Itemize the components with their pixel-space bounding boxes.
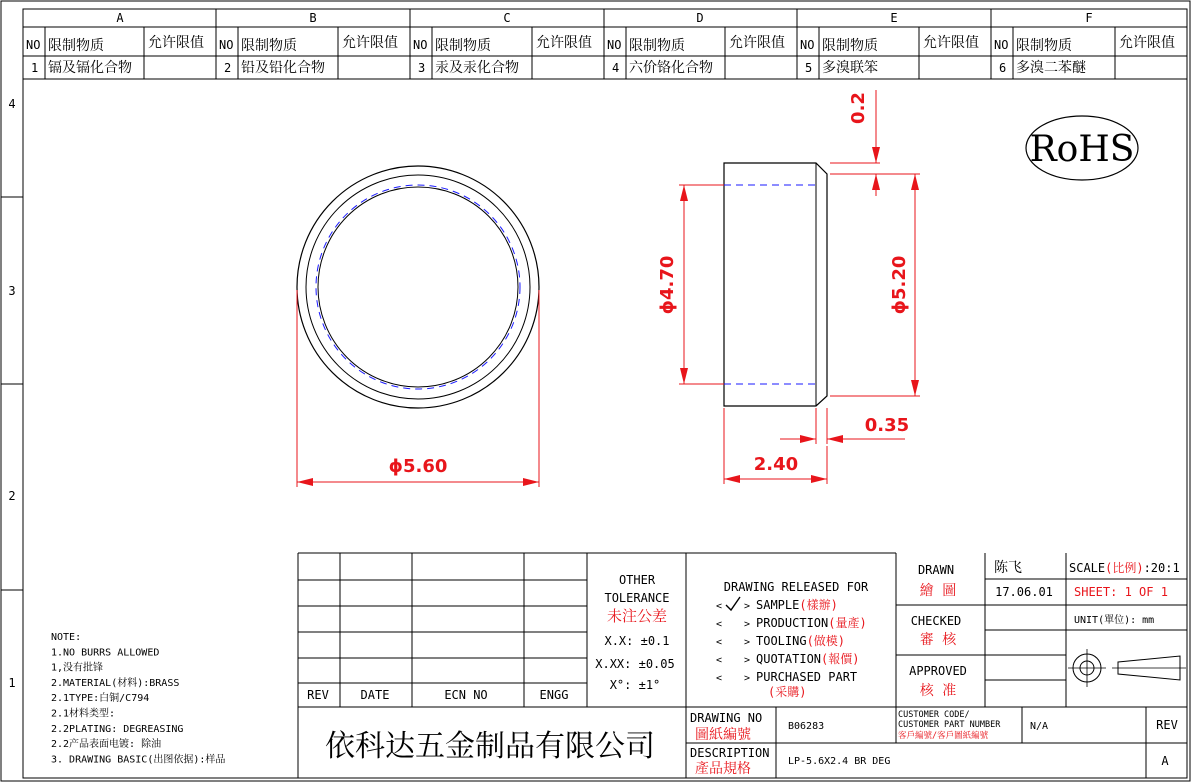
col-limit-header: 允许限值 <box>1119 35 1175 51</box>
zone-row-4: 4 <box>8 97 16 111</box>
checked-label-cn: 審 核 <box>919 632 957 648</box>
release-bracket: < <box>716 601 723 612</box>
col-no-header: NO <box>219 38 234 52</box>
substance-name: 镉及镉化合物 <box>48 60 132 76</box>
bore-circle <box>318 187 518 387</box>
ecn-col-label: ECN NO <box>444 688 488 702</box>
release-option: QUOTATION(報價) <box>756 652 860 666</box>
zone-col-c: C <box>503 11 511 25</box>
substance-no: 3 <box>418 61 426 75</box>
note-line: NOTE: <box>51 632 82 643</box>
rev-value: A <box>1161 754 1169 768</box>
approved-label: APPROVED <box>909 664 967 678</box>
projection-symbol <box>1068 649 1186 687</box>
scale-label: SCALE(比例):20:1 <box>1069 561 1180 575</box>
checked-label: CHECKED <box>910 614 962 628</box>
note-line: 3. DRAWING BASIC(出图依据):样品 <box>51 754 226 766</box>
substance-name: 多溴联笨 <box>822 60 878 76</box>
drawing-no-label: DRAWING NO <box>690 711 763 725</box>
note-line: 2.2PLATING: DEGREASING <box>51 723 184 735</box>
release-bracket: > <box>744 637 751 648</box>
zone-col-a: A <box>116 11 124 25</box>
title-block <box>298 553 1187 778</box>
drawn-date: 17.06.01 <box>995 585 1053 599</box>
tolerance-title-cn: 未注公差 <box>606 607 668 625</box>
tolerance-xx: X.X: ±0.1 <box>604 634 670 648</box>
note-line: 2.MATERIAL(材料):BRASS <box>51 677 180 689</box>
release-option: PRODUCTION(量產) <box>756 616 867 630</box>
zone-row-markers <box>1 97 23 690</box>
col-substance-header: 限制物质 <box>241 38 297 54</box>
dim-length: 2.40 <box>753 454 799 475</box>
note-line: 2.1材料类型: <box>51 708 116 720</box>
note-line: 1,没有批锋 <box>51 662 104 674</box>
hidden-circle <box>316 185 520 389</box>
engg-col-label: ENGG <box>539 688 569 702</box>
tolerance-title-2: TOLERANCE <box>604 591 670 605</box>
substance-name: 汞及汞化合物 <box>435 60 519 76</box>
substance-no: 5 <box>805 61 813 75</box>
notes-block <box>51 632 225 765</box>
col-no-header: NO <box>607 38 622 52</box>
description-label: DESCRIPTION <box>690 746 770 760</box>
tolerance-xxx: X.XX: ±0.05 <box>595 657 675 671</box>
dim-outer-dia-side: ϕ5.20 <box>889 255 910 315</box>
company-name: 依科达五金制品有限公司 <box>325 729 655 764</box>
rev-col-label: REV <box>307 688 329 702</box>
col-substance-header: 限制物质 <box>1016 38 1072 54</box>
note-line: 2.2产品表面电镀: 除油 <box>51 739 162 751</box>
note-line: 1.NO BURRS ALLOWED <box>51 647 160 659</box>
release-option: TOOLING(做模) <box>756 634 846 648</box>
description-label-cn: 產品規格 <box>695 761 751 777</box>
substance-no: 1 <box>31 61 39 75</box>
tolerance-angle: X°: ±1° <box>609 678 661 692</box>
col-no-header: NO <box>413 38 428 52</box>
col-limit-header: 允许限值 <box>536 35 592 51</box>
drawn-label-cn: 繪 圖 <box>919 583 957 599</box>
customer-code-label-1: CUSTOMER CODE/ <box>898 710 970 720</box>
tolerance-title-1: OTHER <box>618 573 656 587</box>
zone-row-2: 2 <box>8 489 16 503</box>
rev-label: REV <box>1156 718 1178 732</box>
checkmark-icon <box>726 597 740 610</box>
date-col-label: DATE <box>360 688 390 702</box>
col-limit-header: 允许限值 <box>148 35 204 51</box>
customer-code-label-2: CUSTOMER PART NUMBER <box>898 720 1001 730</box>
dim-chamfer-axial: 0.2 <box>848 92 869 124</box>
dim-chamfer-radial: 0.35 <box>864 415 910 436</box>
rohs-label: RoHS <box>1029 129 1135 170</box>
col-no-header: NO <box>994 38 1009 52</box>
col-substance-header: 限制物质 <box>822 38 878 54</box>
col-no-header: NO <box>26 38 41 52</box>
drawn-name: 陈飞 <box>994 560 1022 576</box>
customer-code-value: N/A <box>1030 721 1049 732</box>
zone-col-f: F <box>1085 11 1093 25</box>
zone-column-header <box>23 9 1187 27</box>
col-substance-header: 限制物质 <box>48 38 104 54</box>
dim-outer-dia-front: ϕ5.60 <box>388 456 448 477</box>
release-bracket: > <box>744 601 751 612</box>
approved-label-cn: 核 准 <box>919 683 957 699</box>
release-options <box>716 597 867 699</box>
side-view <box>657 90 920 484</box>
release-bracket: > <box>744 655 751 666</box>
substance-name: 铅及铅化合物 <box>241 60 325 76</box>
zone-col-b: B <box>309 11 317 25</box>
col-no-header: NO <box>800 38 815 52</box>
release-bracket: < <box>716 637 723 648</box>
release-bracket: < <box>716 673 723 684</box>
release-title: DRAWING RELEASED FOR <box>723 580 869 594</box>
release-bracket: < <box>716 619 723 630</box>
customer-code-label-cn: 客戶編號/客戶圖紙編號 <box>898 731 989 741</box>
col-limit-header: 允许限值 <box>923 35 979 51</box>
zone-row-1: 1 <box>8 676 16 690</box>
outer-circle <box>297 166 539 408</box>
front-view <box>297 166 539 487</box>
dim-inner-dia: ϕ4.70 <box>657 255 678 315</box>
side-outline <box>724 163 827 406</box>
col-substance-header: 限制物质 <box>435 38 491 54</box>
substance-no: 4 <box>612 61 620 75</box>
drawing-no-label-cn: 圖紙編號 <box>695 727 751 743</box>
zone-col-d: D <box>696 11 704 25</box>
unit-label: UNIT(單位): mm <box>1074 615 1155 626</box>
zone-row-3: 3 <box>8 284 16 298</box>
restricted-substance-table <box>23 27 1187 79</box>
note-line: 2.1TYPE:白铜/C794 <box>51 693 150 705</box>
release-bracket: < <box>716 655 723 666</box>
sheet-label: SHEET: 1 OF 1 <box>1074 585 1168 599</box>
chamfer-circle <box>306 175 530 399</box>
zone-col-e: E <box>890 11 898 25</box>
col-limit-header: 允许限值 <box>729 35 785 51</box>
substance-name: 多溴二苯醚 <box>1016 60 1086 76</box>
description-value: LP-5.6X2.4 BR DEG <box>788 756 891 767</box>
release-bracket: > <box>744 619 751 630</box>
rohs-mark <box>1026 116 1138 180</box>
drawn-label: DRAWN <box>917 563 955 577</box>
substance-no: 2 <box>224 61 232 75</box>
release-option: SAMPLE(樣辦) <box>756 598 838 612</box>
substance-no: 6 <box>999 61 1007 75</box>
release-option: PURCHASED PART (采購) <box>756 670 858 699</box>
substance-name: 六价铬化合物 <box>629 60 713 76</box>
col-limit-header: 允许限值 <box>342 35 398 51</box>
release-bracket: > <box>744 673 751 684</box>
drawing-no: B06283 <box>788 721 825 732</box>
col-substance-header: 限制物质 <box>629 38 685 54</box>
